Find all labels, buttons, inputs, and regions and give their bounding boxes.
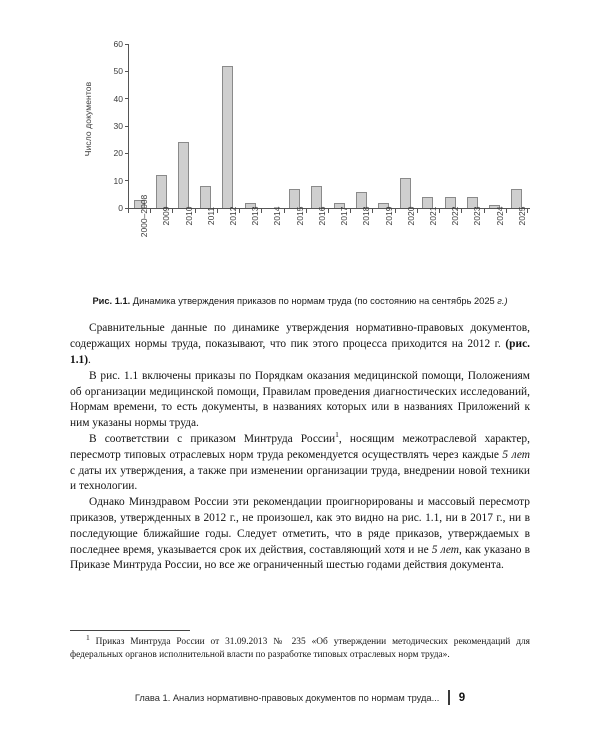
x-tick-label: 2009	[161, 206, 172, 226]
bar-slot	[372, 44, 394, 208]
figure-caption-label: Рис. 1.1.	[92, 296, 131, 306]
x-tick-label: 2021	[427, 206, 438, 226]
x-tick-label-slot	[128, 194, 150, 281]
x-tick-label-slot	[195, 206, 217, 281]
bar	[400, 178, 411, 208]
x-tick-label: 2025	[516, 206, 527, 226]
footnote-block	[70, 630, 530, 662]
x-tick-label-group	[128, 194, 528, 281]
bar-group	[128, 44, 528, 208]
figure-caption-text: Динамика утверждения приказов по нормам труда (по состоянию на сентябрь 2025	[130, 296, 498, 306]
page-footer	[0, 690, 600, 705]
x-tick-label: 2010	[183, 206, 194, 226]
y-tick	[114, 39, 128, 49]
figure-block	[0, 0, 600, 308]
x-tick-label-slot	[372, 206, 394, 281]
body-text-run: с даты их утверждения, а также при изменении организации труда, внедрении новой техники и технологии.	[70, 464, 530, 493]
x-tick-label: 2018	[361, 206, 372, 226]
plot-area	[113, 39, 528, 213]
bar	[200, 186, 211, 208]
footer-chapter-text: Глава 1. Анализ нормативно-правовых документов по нормам труда...	[134, 692, 440, 703]
y-tick	[114, 176, 128, 186]
bar	[311, 186, 322, 208]
bar	[222, 66, 233, 208]
x-tick-label-slot	[239, 206, 261, 281]
body-paragraph	[70, 369, 530, 432]
bar-slot	[239, 44, 261, 208]
body-bold-run: (рис. 1.1)	[70, 338, 530, 367]
body-text	[0, 321, 600, 574]
x-tick-label: 2019	[383, 206, 394, 226]
footnote-rule	[70, 630, 190, 631]
x-tick-label-slot	[506, 206, 528, 281]
y-tick	[114, 148, 128, 158]
bar-slot	[261, 44, 283, 208]
y-tick-label: 0	[118, 203, 123, 213]
x-tick-label: 2013	[250, 206, 261, 226]
x-tick-label-slot	[461, 206, 483, 281]
y-axis-label	[81, 30, 95, 208]
bar-slot	[350, 44, 372, 208]
x-tick-label: 2011	[205, 206, 216, 226]
bar-slot	[395, 44, 417, 208]
x-tick-label-slot	[484, 206, 506, 281]
footer-page-number: 9	[458, 691, 466, 704]
body-italic-run: 5 лет	[502, 448, 530, 461]
x-tick-label-slot	[172, 206, 194, 281]
footnote-marker: 1	[86, 632, 90, 642]
x-tick-label: 2012	[227, 206, 238, 226]
body-text-run: В соответствии с приказом Минтруда России	[89, 433, 336, 446]
y-tick	[114, 121, 128, 131]
x-tick-label: 2020	[405, 206, 416, 226]
body-text-run: , носящим межотраслевой характер, пересмотр типовых отраслевых норм труда рекомендуется осуществлять через каждые	[70, 433, 530, 461]
body-paragraph	[70, 432, 530, 495]
figure-caption	[70, 295, 530, 308]
bar-slot	[195, 44, 217, 208]
x-tick-label-slot	[306, 206, 328, 281]
body-text-run: .	[88, 354, 91, 367]
x-tick-label-slot	[150, 206, 172, 281]
bar-slot	[506, 44, 528, 208]
y-tick	[114, 66, 128, 76]
footnote-reference: 1	[335, 430, 339, 440]
bar-slot	[417, 44, 439, 208]
footnote-text	[70, 632, 530, 662]
x-tick-label-slot	[350, 206, 372, 281]
body-italic-run: 5 лет	[431, 543, 459, 556]
x-tick-label-slot	[328, 206, 350, 281]
x-tick-label: 2024	[494, 206, 505, 226]
bar-slot	[172, 44, 194, 208]
y-tick-label: 10	[113, 175, 123, 186]
x-tick-label: 2023	[472, 206, 483, 226]
y-tick-label: 30	[113, 121, 123, 131]
bar	[156, 175, 167, 208]
y-tick-label: 40	[113, 93, 123, 104]
bar	[289, 189, 300, 208]
body-text-run: Сравнительные данные по динамике утверждения нормативно-правовых документов, содержащих нормы труда, показывают, что пик этого процесса приходится на 2012 г.	[70, 322, 530, 351]
x-tick-label: 2022	[450, 206, 461, 226]
x-tick-label: 2016	[316, 206, 327, 226]
bar-slot	[217, 44, 239, 208]
x-tick-label-slot	[284, 206, 306, 281]
x-tick-label: 2000–2008	[139, 194, 150, 238]
bar-slot	[284, 44, 306, 208]
body-text-run: В рис. 1.1 включены приказы по Порядкам оказания медицинской помощи, Положениям об организации медицинской помощи, Правилам проведения диагностических исследований, Нормам времени, то есть документы, в названиях которых или в названиях Приложений к ним указаны нормы труда.	[70, 369, 530, 430]
bar-slot	[128, 44, 150, 208]
x-tick-label: 2014	[272, 206, 283, 226]
bar	[178, 142, 189, 208]
bar-slot	[150, 44, 172, 208]
bar-slot	[306, 44, 328, 208]
x-tick-label-slot	[217, 206, 239, 281]
body-paragraph	[70, 321, 530, 368]
y-tick-label: 60	[113, 39, 123, 49]
x-tick-label-slot	[261, 206, 283, 281]
bar-slot	[328, 44, 350, 208]
figure-caption-italic-tail: г.)	[497, 296, 508, 306]
x-tick-label-slot	[439, 206, 461, 281]
x-tick-label-slot	[395, 206, 417, 281]
body-paragraph	[70, 495, 530, 574]
bar-chart	[70, 30, 530, 285]
y-tick-label: 50	[113, 66, 123, 77]
x-tick-label: 2015	[294, 206, 305, 226]
y-axis-label-text: Число документов	[83, 81, 93, 157]
y-tick	[118, 203, 128, 213]
bar-slot	[484, 44, 506, 208]
body-text-run: , как указано в Приказе Минтруда России, но все же ограниченный шестью годами действия документа.	[70, 543, 531, 572]
footer-separator	[448, 690, 449, 705]
y-tick	[114, 94, 128, 104]
bar-slot	[461, 44, 483, 208]
x-tick-label: 2017	[339, 206, 350, 226]
bar-slot	[439, 44, 461, 208]
x-tick-label-slot	[417, 206, 439, 281]
body-text-run: Однако Минздравом России эти рекомендации проигнорированы и массовый пересмотр приказов, утвержденных в 2012 г., не произошел, как это видно на рис. 1.1, ни в 2017 г., ни в последующие ближайшие годы. Следует отметить, что в ряде приказов, утверждаемых в последнее время, указывается срок их действия, составляющий хотя и не	[70, 496, 530, 556]
footnote-body: Приказ Минтруда России от 31.09.2013 № 235 «Об утверждении методических рекомендаций для федеральных органов исполнительной власти по разработке типовых отраслевых норм труда».	[70, 637, 530, 660]
y-tick-label: 20	[113, 148, 123, 159]
bar	[511, 189, 522, 208]
